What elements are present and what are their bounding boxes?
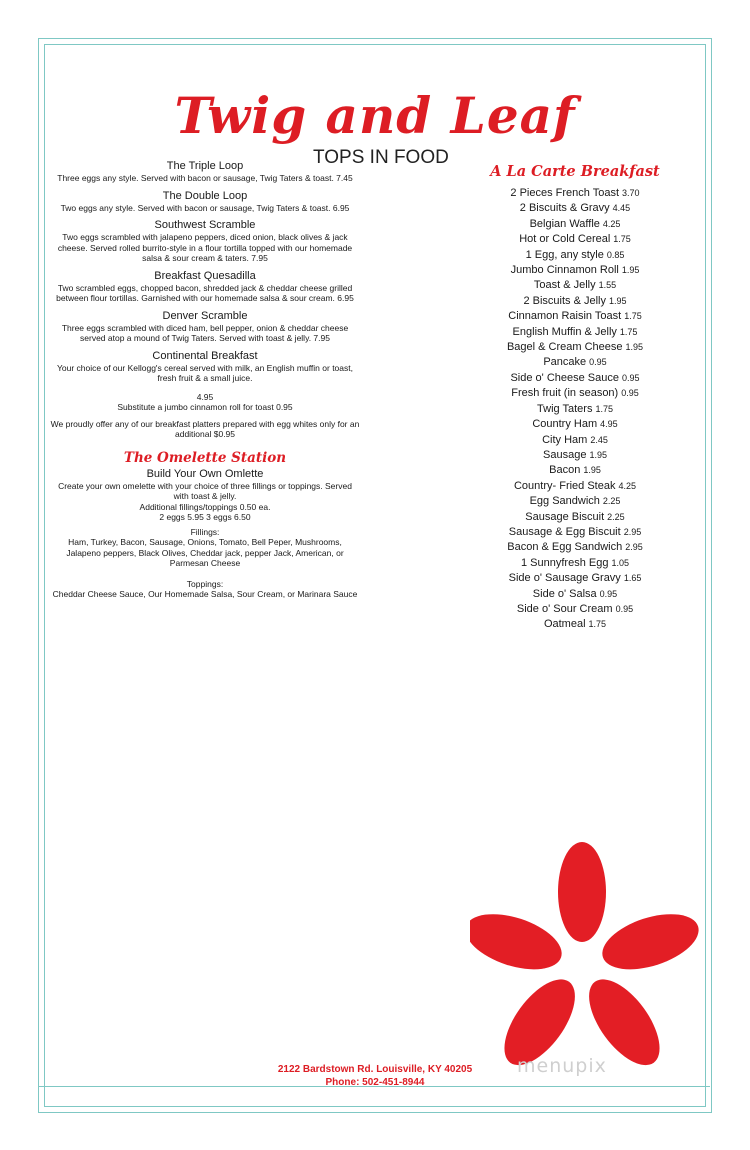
alacarte-item xyxy=(445,325,705,340)
alacarte-item-price: 0.95 xyxy=(621,388,639,399)
alacarte-item-name: Twig Taters xyxy=(537,402,593,415)
omelette-heading: The Omelette Station xyxy=(123,449,287,466)
alacarte-item-price: 3.70 xyxy=(622,188,640,198)
alacarte-item-price: 1.75 xyxy=(595,403,613,414)
item-name: Breakfast Quesadilla xyxy=(154,269,256,282)
alacarte-item-price: 0.95 xyxy=(589,357,607,368)
alacarte-item xyxy=(445,309,705,324)
alacarte-item xyxy=(445,263,705,278)
item-name: The Double Loop xyxy=(162,189,248,202)
alacarte-item-price: 1.75 xyxy=(588,619,607,630)
alacarte-item-price: 1.75 xyxy=(613,234,631,245)
alacarte-item xyxy=(445,494,705,509)
alacarte-item xyxy=(445,448,705,463)
alacarte-item-price: 2.25 xyxy=(607,511,625,522)
alacarte-item-name: 2 Pieces French Toast xyxy=(510,187,620,199)
alacarte-item-price: 1.55 xyxy=(598,280,617,291)
alacarte-item xyxy=(445,417,705,432)
alacarte-item-name: Belgian Waffle xyxy=(529,217,600,230)
alacarte-item-price: 0.95 xyxy=(621,372,640,383)
alacarte-item xyxy=(445,217,705,232)
alacarte-item-price: 4.45 xyxy=(612,203,631,214)
alacarte-item-name: Bacon & Egg Sandwich xyxy=(507,541,623,554)
alacarte-item xyxy=(445,525,705,540)
menu-item xyxy=(50,219,360,264)
alacarte-item xyxy=(445,510,705,525)
alacarte-item xyxy=(445,479,705,494)
alacarte-item xyxy=(445,463,705,478)
menu-item xyxy=(50,160,360,184)
footer-phone: Phone: 502-451-8944 xyxy=(325,1077,425,1088)
alacarte-item-price: 2.95 xyxy=(625,542,643,553)
alacarte-item-name: Pancake xyxy=(543,356,587,369)
continental-price: 4.95 xyxy=(196,391,214,402)
egg-white-note: We proudly offer any of our breakfast platters prepared with egg whites only for an additional $0.95 xyxy=(50,418,360,439)
alacarte-item-price: 1.65 xyxy=(623,573,642,584)
item-desc: Your choice of our Kellogg's cereal served with milk, an English muffin or toast, fresh fruit & a small juice. xyxy=(57,362,353,383)
right-column xyxy=(445,163,705,633)
alacarte-item xyxy=(445,556,705,571)
alacarte-item-name: Cinnamon Raisin Toast xyxy=(508,310,622,323)
alacarte-item-name: Country Ham xyxy=(532,418,598,431)
alacarte-item xyxy=(445,278,705,293)
alacarte-item-name: Side o' Sour Cream xyxy=(516,602,613,615)
alacarte-item xyxy=(445,602,705,617)
alacarte-item xyxy=(445,201,705,216)
alacarte-item-price: 4.25 xyxy=(618,480,636,491)
omelette-additional: Additional fillings/toppings 0.50 ea. xyxy=(139,501,271,512)
alacarte-item-price: 2.95 xyxy=(623,526,642,537)
alacarte-item-name: English Muffin & Jelly xyxy=(512,325,617,338)
item-desc: Three eggs any style. Served with bacon or sausage, Twig Taters & toast. 7.45 xyxy=(57,173,353,183)
alacarte-item xyxy=(445,402,705,417)
alacarte-item-price: 1.05 xyxy=(611,557,629,568)
alacarte-item-name: Hot or Cold Cereal xyxy=(519,233,611,246)
alacarte-item-name: Bagel & Cream Cheese xyxy=(506,341,623,354)
item-name: The Triple Loop xyxy=(166,160,244,172)
alacarte-item xyxy=(445,371,705,386)
alacarte-item xyxy=(445,355,705,370)
footer xyxy=(0,1063,750,1089)
item-name: Southwest Scramble xyxy=(154,219,256,231)
item-desc: Two eggs scrambled with jalapeno peppers, diced onion, black olives & jack cheese. Served rolled burrito-style in a flour tortilla topped with our homemade salsa & sour cream & taters. 7.95 xyxy=(57,232,353,263)
fillings-label: Fillings: xyxy=(190,526,220,537)
restaurant-title: Twig and Leaf xyxy=(174,86,576,145)
alacarte-item-price: 0.95 xyxy=(599,588,618,599)
omelette-eggs-price: 2 eggs 5.95 3 eggs 6.50 xyxy=(159,512,251,522)
menu-item xyxy=(50,270,360,304)
alacarte-item xyxy=(445,186,705,201)
alacarte-item xyxy=(445,571,705,586)
footer-address: 2122 Bardstown Rd. Louisville, KY 40205 xyxy=(277,1064,473,1075)
alacarte-item-name: Sausage xyxy=(543,448,587,461)
alacarte-item-name: Sausage & Egg Biscuit xyxy=(508,525,621,538)
item-name: Continental Breakfast xyxy=(152,349,258,362)
alacarte-item xyxy=(445,617,705,632)
item-desc: Two eggs any style. Served with bacon or sausage, Twig Taters & toast. 6.95 xyxy=(60,202,350,213)
alacarte-item xyxy=(445,248,705,263)
alacarte-item-price: 1.95 xyxy=(609,295,627,306)
item-desc: Three eggs scrambled with diced ham, bell pepper, onion & cheddar cheese served atop a mound of Twig Taters. Served with toast & jelly. 7.95 xyxy=(61,322,349,343)
alacarte-item-name: Side o' Cheese Sauce xyxy=(510,371,619,384)
alacarte-item-name: City Ham xyxy=(542,433,588,446)
alacarte-item xyxy=(445,433,705,448)
alacarte-item-name: Country- Fried Steak xyxy=(513,479,616,492)
alacarte-item-name: Jumbo Cinnamon Roll xyxy=(510,264,619,277)
alacarte-item-price: 1.75 xyxy=(619,326,638,337)
watermark: menupix xyxy=(517,1055,607,1077)
alacarte-item xyxy=(445,294,705,309)
toppings-list: Cheddar Cheese Sauce, Our Homemade Salsa, Sour Cream, or Marinara Sauce xyxy=(52,589,358,599)
left-column xyxy=(50,160,360,600)
omelette-subheading: Build Your Own Omlette xyxy=(146,467,264,480)
alacarte-item-price: 1.95 xyxy=(589,449,607,460)
alacarte-item xyxy=(445,232,705,247)
alacarte-item-price: 1.95 xyxy=(625,342,644,353)
alacarte-item-price: 0.85 xyxy=(606,249,625,260)
item-desc: Two scrambled eggs, chopped bacon, shredded jack & cheddar cheese grilled between flour tortillas. Garnished with our homemade salsa & sour cream. 6.95 xyxy=(56,282,354,303)
alacarte-item-price: 4.95 xyxy=(600,419,618,430)
alacarte-item-name: Egg Sandwich xyxy=(529,495,600,508)
fillings-list: Ham, Turkey, Bacon, Sausage, Onions, Tomato, Bell Peper, Mushrooms, Jalapeno peppers, Black Olives, Cheddar jack, pepper Jack, American, or Parmesan Cheese xyxy=(66,537,344,568)
alacarte-item xyxy=(445,540,705,555)
alacarte-item-name: 2 Biscuits & Gravy xyxy=(519,202,610,215)
alacarte-item-name: Side o' Salsa xyxy=(532,587,597,600)
item-name: Denver Scramble xyxy=(162,309,248,322)
tagline: TOPS IN FOOD xyxy=(313,147,449,168)
alacarte-item-name: 1 Egg, any style xyxy=(525,248,604,261)
alacarte-item-name: 2 Biscuits & Jelly xyxy=(523,294,606,307)
alacarte-heading: A La Carte Breakfast xyxy=(490,163,660,180)
toppings-label: Toppings: xyxy=(186,578,224,589)
alacarte-item-price: 4.25 xyxy=(602,218,621,229)
alacarte-item-price: 2.25 xyxy=(602,496,621,507)
alacarte-item-price: 1.75 xyxy=(624,311,642,322)
alacarte-item-price: 1.95 xyxy=(621,265,640,276)
alacarte-item-name: Sausage Biscuit xyxy=(525,510,605,523)
alacarte-item-name: Bacon xyxy=(549,464,581,477)
alacarte-item xyxy=(445,340,705,355)
alacarte-item-price: 0.95 xyxy=(615,603,634,614)
alacarte-item-price: 1.95 xyxy=(583,465,601,476)
flower-icon xyxy=(470,840,700,1085)
omelette-desc: Create your own omelette with your choice of three fillings or toppings. Served with toast & jelly. xyxy=(58,480,352,501)
alacarte-item-name: Side o' Sausage Gravy xyxy=(508,572,621,585)
alacarte-item-name: Toast & Jelly xyxy=(533,279,596,292)
alacarte-item xyxy=(445,587,705,602)
menu-item xyxy=(50,190,360,214)
alacarte-list xyxy=(445,186,705,633)
alacarte-item-name: Oatmeal xyxy=(543,618,586,631)
menu-item xyxy=(50,350,360,384)
menu-item xyxy=(50,310,360,344)
alacarte-item xyxy=(445,386,705,401)
alacarte-item-name: 1 Sunnyfresh Egg xyxy=(521,556,609,569)
alacarte-item-name: Fresh fruit (in season) xyxy=(511,387,619,400)
substitute-note: Substitute a jumbo cinnamon roll for toast 0.95 xyxy=(117,402,293,412)
alacarte-item-price: 2.45 xyxy=(590,434,608,445)
